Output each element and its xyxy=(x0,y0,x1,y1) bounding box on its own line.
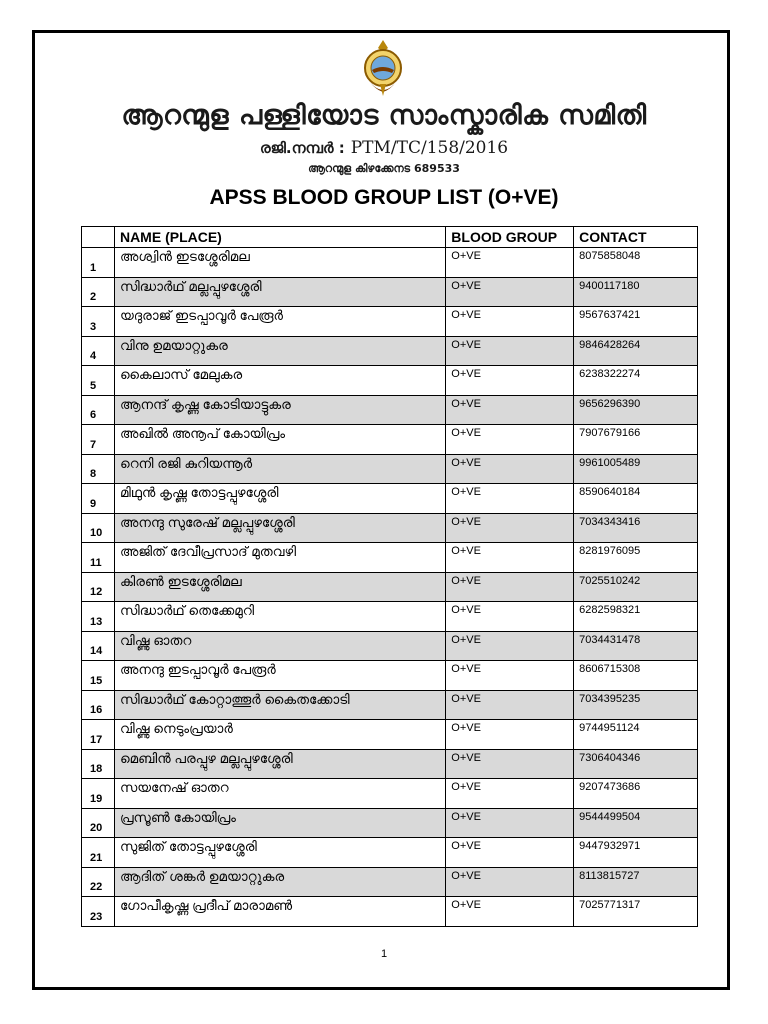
table-row xyxy=(82,602,698,632)
row-contact: 9207473686 xyxy=(574,779,698,809)
table-row xyxy=(82,867,698,897)
row-blood-group: O+VE xyxy=(446,248,574,278)
page-number: 1 xyxy=(380,948,388,960)
row-blood-group: O+VE xyxy=(446,395,574,425)
row-contact: 9447932971 xyxy=(574,838,698,868)
row-number: 20 xyxy=(82,808,115,838)
row-name-place: മിഥുൻ കൃഷ്ണ തോട്ടപ്പുഴശ്ശേരി xyxy=(114,484,445,514)
row-number: 15 xyxy=(82,661,115,691)
row-blood-group: O+VE xyxy=(446,808,574,838)
row-name-place: വിനു ഉമയാറ്റുകര xyxy=(114,336,445,366)
row-blood-group: O+VE xyxy=(446,454,574,484)
table-header-row xyxy=(82,227,698,248)
registration-number: PTM/TC/158/2016 xyxy=(350,138,509,158)
table-row xyxy=(82,484,698,514)
row-name-place: ആദിത് ശങ്കർ ഉമയാറ്റുകര xyxy=(114,867,445,897)
row-blood-group: O+VE xyxy=(446,720,574,750)
row-number: 1 xyxy=(82,248,115,278)
row-number: 3 xyxy=(82,307,115,337)
row-contact: 9567637421 xyxy=(574,307,698,337)
blood-group-table xyxy=(81,226,698,927)
row-name-place: മെബിൻ പരപ്പുഴ മല്ലപ്പുഴശ്ശേരി xyxy=(114,749,445,779)
row-name-place: അനന്ദു ഇടപ്പാവൂർ പേരൂർ xyxy=(114,661,445,691)
row-name-place: റെനി രജി കുറിയന്നൂർ xyxy=(114,454,445,484)
row-contact: 9400117180 xyxy=(574,277,698,307)
table-row xyxy=(82,336,698,366)
row-number: 23 xyxy=(82,897,115,927)
row-blood-group: O+VE xyxy=(446,690,574,720)
row-blood-group: O+VE xyxy=(446,307,574,337)
row-contact: 9846428264 xyxy=(574,336,698,366)
row-name-place: അജിത് ദേവീപ്രസാദ് മുതവഴി xyxy=(114,543,445,573)
row-number: 13 xyxy=(82,602,115,632)
registration-label: രജി.നമ്പർ : xyxy=(259,139,345,157)
row-contact: 6282598321 xyxy=(574,602,698,632)
row-name-place: അഖിൽ അനൂപ് കോയിപ്രം xyxy=(114,425,445,455)
row-blood-group: O+VE xyxy=(446,572,574,602)
row-blood-group: O+VE xyxy=(446,867,574,897)
table-row xyxy=(82,513,698,543)
document-title: APSS BLOOD GROUP LIST (O+VE) xyxy=(209,186,559,209)
row-name-place: സയനേഷ് ഓതറ xyxy=(114,779,445,809)
row-blood-group: O+VE xyxy=(446,484,574,514)
row-name-place: സിദ്ധാർഥ് തെക്കേമുറി xyxy=(114,602,445,632)
table-row xyxy=(82,897,698,927)
header-serial xyxy=(82,227,115,248)
row-blood-group: O+VE xyxy=(446,513,574,543)
row-name-place: വിഷ്ണു നെടുംപ്രയാർ xyxy=(114,720,445,750)
row-blood-group: O+VE xyxy=(446,543,574,573)
row-blood-group: O+VE xyxy=(446,661,574,691)
row-name-place: കൈലാസ് മേലുകര xyxy=(114,366,445,396)
row-contact: 9961005489 xyxy=(574,454,698,484)
row-name-place: സിദ്ധാർഥ് മല്ലപ്പുഴശ്ശേരി xyxy=(114,277,445,307)
table-row xyxy=(82,395,698,425)
table-row xyxy=(82,779,698,809)
row-number: 8 xyxy=(82,454,115,484)
row-blood-group: O+VE xyxy=(446,602,574,632)
row-number: 11 xyxy=(82,543,115,573)
table-row xyxy=(82,248,698,278)
row-name-place: യദുരാജ് ഇടപ്പാവൂർ പേരൂർ xyxy=(114,307,445,337)
row-number: 16 xyxy=(82,690,115,720)
table-row xyxy=(82,572,698,602)
row-contact: 8281976095 xyxy=(574,543,698,573)
row-contact: 8113815727 xyxy=(574,867,698,897)
row-blood-group: O+VE xyxy=(446,366,574,396)
row-number: 9 xyxy=(82,484,115,514)
row-contact: 9544499504 xyxy=(574,808,698,838)
row-name-place: അശ്വിൻ ഇടശ്ശേരിമല xyxy=(114,248,445,278)
row-contact: 9656296390 xyxy=(574,395,698,425)
header-name-place: NAME (PLACE) xyxy=(114,227,445,248)
row-contact: 9744951124 xyxy=(574,720,698,750)
row-number: 19 xyxy=(82,779,115,809)
row-contact: 8075858048 xyxy=(574,248,698,278)
row-name-place: സിദ്ധാർഥ് കോറ്റാത്തൂർ കൈതക്കോടി xyxy=(114,690,445,720)
table-row xyxy=(82,425,698,455)
row-number: 7 xyxy=(82,425,115,455)
row-name-place: സുജിത് തോട്ടപ്പുഴശ്ശേരി xyxy=(114,838,445,868)
table-row xyxy=(82,838,698,868)
table-row xyxy=(82,366,698,396)
row-number: 12 xyxy=(82,572,115,602)
row-blood-group: O+VE xyxy=(446,838,574,868)
table-row xyxy=(82,661,698,691)
row-number: 5 xyxy=(82,366,115,396)
table-row xyxy=(82,307,698,337)
row-number: 17 xyxy=(82,720,115,750)
row-name-place: ആനന്ദ് കൃഷ്ണ കോടിയാട്ടുകര xyxy=(114,395,445,425)
row-name-place: പ്രസൂൺ കോയിപ്രം xyxy=(114,808,445,838)
table-row xyxy=(82,454,698,484)
header-contact: CONTACT xyxy=(574,227,698,248)
table-row xyxy=(82,631,698,661)
row-contact: 7025510242 xyxy=(574,572,698,602)
table-row xyxy=(82,720,698,750)
table-row xyxy=(82,749,698,779)
row-contact: 7025771317 xyxy=(574,897,698,927)
row-contact: 7907679166 xyxy=(574,425,698,455)
row-name-place: അനന്ദു സുരേഷ് മല്ലപ്പുഴശ്ശേരി xyxy=(114,513,445,543)
row-contact: 7034343416 xyxy=(574,513,698,543)
row-blood-group: O+VE xyxy=(446,277,574,307)
row-contact: 7034431478 xyxy=(574,631,698,661)
row-number: 6 xyxy=(82,395,115,425)
row-blood-group: O+VE xyxy=(446,425,574,455)
table-row xyxy=(82,543,698,573)
row-name-place: ഗോപീകൃഷ്ണ പ്രദീപ് മാരാമൺ xyxy=(114,897,445,927)
organization-name: ആറന്മുള പള്ളിയോട സാംസ്കാരിക സമിതി xyxy=(121,100,647,131)
row-number: 2 xyxy=(82,277,115,307)
row-name-place: വിഷ്ണു ഓതറ xyxy=(114,631,445,661)
snake-boat-emblem-icon xyxy=(350,38,416,104)
table-row xyxy=(82,690,698,720)
row-contact: 6238322274 xyxy=(574,366,698,396)
row-number: 14 xyxy=(82,631,115,661)
table-row xyxy=(82,277,698,307)
row-number: 18 xyxy=(82,749,115,779)
row-name-place: കിരൺ ഇടശ്ശേരിമല xyxy=(114,572,445,602)
row-blood-group: O+VE xyxy=(446,897,574,927)
row-number: 21 xyxy=(82,838,115,868)
row-number: 10 xyxy=(82,513,115,543)
row-blood-group: O+VE xyxy=(446,749,574,779)
address-line: ആറന്മുള കിഴക്കേനട 689533 xyxy=(308,162,460,175)
row-contact: 7034395235 xyxy=(574,690,698,720)
row-number: 22 xyxy=(82,867,115,897)
table-row xyxy=(82,808,698,838)
row-contact: 8606715308 xyxy=(574,661,698,691)
header-blood-group: BLOOD GROUP xyxy=(446,227,574,248)
row-contact: 7306404346 xyxy=(574,749,698,779)
row-blood-group: O+VE xyxy=(446,336,574,366)
row-number: 4 xyxy=(82,336,115,366)
row-contact: 8590640184 xyxy=(574,484,698,514)
row-blood-group: O+VE xyxy=(446,631,574,661)
row-blood-group: O+VE xyxy=(446,779,574,809)
registration-line xyxy=(0,138,768,158)
